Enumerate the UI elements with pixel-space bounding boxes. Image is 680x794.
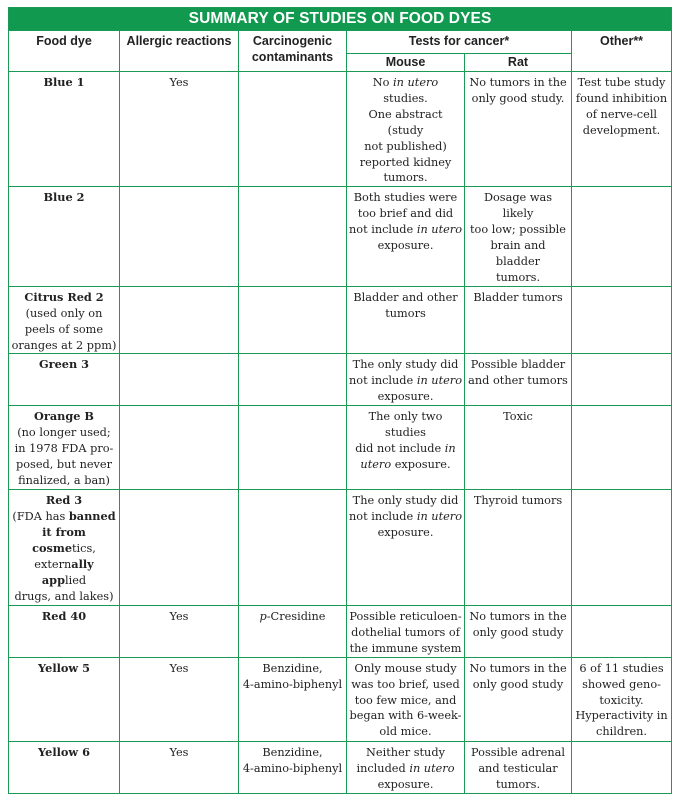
other-line: found inhibition [575,91,668,105]
dye-name: Orange B [34,409,94,424]
other-line: of nerve-cell [585,107,658,121]
cell-food-dye [9,490,120,605]
dye-note-line: (used only on [25,306,103,320]
table-row [9,187,672,286]
cell-other [572,605,672,657]
cell-food-dye [9,354,120,406]
other-line: 6 of 11 studies [579,661,664,675]
header-other: Other** [572,31,672,72]
cell-mouse [347,657,465,741]
cell-allergic-reactions [120,354,239,406]
dye-note-line: drugs, and lakes) [14,589,114,603]
mouse-line [349,724,462,740]
mouse-text: not include [349,510,417,524]
other-line: Test tube study [577,76,666,89]
mouse-line [349,661,462,677]
mouse-line [349,441,462,457]
dye-note-line: (no longer used; [17,426,111,440]
mouse-text: dothelial tumors of [351,625,460,639]
cell-allergic-reactions [120,605,239,657]
cell-carcinogenic-contaminants [239,406,347,490]
cell-rat [465,406,572,490]
other-line: toxicity. [599,693,644,707]
food-dye-summary-table-container [8,7,671,794]
cell-rat [465,741,572,793]
cell-rat [465,72,572,187]
rat-line: Thyroid tumors [473,494,563,508]
dye-name: Red 40 [41,608,87,623]
rat-line: No tumors in the [469,609,567,623]
cell-carcinogenic-contaminants [239,741,347,793]
rat-line: Bladder tumors [473,290,563,304]
mouse-line [349,290,462,306]
rat-line: only good study. [471,91,565,105]
contaminant-line: p-Cresidine [259,609,326,623]
header-rat: Rat [465,54,572,72]
header-tests-for-cancer: Tests for cancer* [347,31,572,54]
mouse-italic-text: in utero [393,76,439,89]
cell-mouse [347,490,465,605]
mouse-line [349,107,462,139]
dye-note-line: in 1978 FDA pro- [14,442,114,456]
cell-allergic-reactions [120,406,239,490]
dye-name: Blue 1 [43,75,85,89]
rat-line: brain and bladder [490,239,546,268]
mouse-line [349,373,462,389]
rat-line: and other tumors [468,374,568,388]
mouse-italic-text: in utero [416,223,463,237]
mouse-line [349,761,462,777]
table-row [9,286,672,354]
cell-food-dye [9,657,120,741]
dye-note-line: posed, but never [16,458,112,472]
mouse-text: began with 6-week- [349,709,462,723]
table-title: SUMMARY OF STUDIES ON FOOD DYES [9,8,672,31]
cell-allergic-reactions [120,187,239,286]
other-line: children. [596,725,648,739]
table-row [9,72,672,187]
cell-rat [465,657,572,741]
dye-name: Green 3 [39,357,89,372]
food-dye-summary-table [8,7,672,794]
mouse-text: The only study did [352,358,459,372]
mouse-text: Both studies were [353,191,458,205]
rat-line: only good study [472,677,564,691]
cell-other [572,187,672,286]
dye-name: Yellow 6 [38,744,90,759]
mouse-text: exposure. [377,239,434,253]
mouse-text: The only two studies [368,410,443,440]
mouse-text: Bladder and other [353,290,458,304]
cell-allergic-reactions [120,490,239,605]
header-carcinogenic-contaminants: Carcinogenic contaminants [239,31,347,72]
dye-name: Citrus Red 2 [24,289,104,304]
mouse-text: exposure. [377,390,434,404]
dye-name: Red 3 [45,493,83,508]
cell-other [572,741,672,793]
dye-note-line: externally applied [34,557,94,587]
mouse-line [349,170,462,186]
mouse-line [349,509,462,525]
contaminant-line: Benzidine, [262,661,323,675]
cell-mouse [347,605,465,657]
rat-line: only good study [472,625,564,639]
cell-other [572,72,672,187]
dye-note-line: peels of some [24,322,104,336]
rat-line: and testicular [478,761,558,775]
cell-carcinogenic-contaminants [239,490,347,605]
cell-rat [465,490,572,605]
cell-food-dye [9,605,120,657]
mouse-text: did not include [355,442,445,456]
mouse-line [349,493,462,509]
dye-name: Yellow 5 [38,660,90,675]
mouse-line [349,677,462,693]
mouse-line [349,525,462,541]
cell-allergic-reactions [120,286,239,354]
cell-mouse [347,406,465,490]
header-allergic-reactions: Allergic reactions [120,31,239,72]
mouse-text: The only study did [352,494,459,508]
mouse-text: No [372,76,394,89]
mouse-line [349,389,462,405]
rat-line: Dosage was likely [483,191,553,221]
dye-note-line: finalized, a ban) [18,474,110,488]
cell-rat [465,187,572,286]
cell-carcinogenic-contaminants [239,72,347,187]
header-food-dye: Food dye [9,31,120,72]
cell-allergic-reactions [120,657,239,741]
cell-other [572,657,672,741]
mouse-text: exposure. [377,777,434,791]
cell-food-dye [9,72,120,187]
mouse-text: included [356,761,410,775]
cell-food-dye [9,286,120,354]
rat-line: too low; possible [470,223,566,237]
cell-carcinogenic-contaminants [239,605,347,657]
mouse-line [349,357,462,373]
cell-carcinogenic-contaminants [239,354,347,406]
table-row [9,354,672,406]
cell-other [572,490,672,605]
mouse-line [349,745,462,761]
allergic-value: Yes [169,661,189,675]
other-line: Hyperactivity in [575,709,668,723]
mouse-text: studies. [383,91,428,105]
cell-other [572,406,672,490]
mouse-text: One abstract (study [368,107,443,137]
mouse-line [349,457,462,473]
cell-food-dye [9,741,120,793]
rat-line: Possible bladder [470,358,566,372]
mouse-text: tumors [385,306,426,320]
cell-allergic-reactions [120,741,239,793]
mouse-italic-text: in utero [416,374,463,388]
cell-food-dye [9,187,120,286]
mouse-italic-text: in utero [409,761,455,775]
contaminant-line: 4-amino-biphenyl [242,761,343,775]
dye-note-line: (FDA has banned [12,509,116,524]
allergic-value: Yes [169,745,189,759]
cell-mouse [347,354,465,406]
mouse-line [349,409,462,441]
dye-note-line: oranges at 2 ppm) [11,338,117,352]
cell-allergic-reactions [120,72,239,187]
mouse-text: exposure. [377,526,434,540]
cell-rat [465,286,572,354]
mouse-line [349,625,462,641]
mouse-text: too brief and did [357,207,454,221]
mouse-text: reported kidney [359,155,452,169]
rat-line: Toxic [503,410,533,424]
cell-other [572,354,672,406]
cell-mouse [347,72,465,187]
mouse-italic-text: in [444,442,456,456]
other-line: development. [582,123,661,137]
allergic-value: Yes [169,609,189,623]
cell-other [572,286,672,354]
mouse-italic-text: utero [360,458,392,472]
mouse-text: was too brief, used [351,677,460,691]
other-line: showed geno- [582,677,661,691]
mouse-line [349,693,462,709]
header-mouse: Mouse [347,54,465,72]
mouse-text: Neither study [366,745,445,759]
table-row [9,741,672,793]
mouse-line [349,609,462,625]
rat-line: Possible adrenal [471,745,565,759]
rat-line: No tumors in the [469,76,567,89]
mouse-text: not published) [364,139,447,153]
mouse-line [349,222,462,238]
table-row [9,406,672,490]
mouse-text: exposure. [391,458,451,472]
dye-name: Blue 2 [43,190,85,205]
table-row [9,657,672,741]
mouse-text: tumors. [383,171,428,185]
mouse-line [349,641,462,657]
cell-carcinogenic-contaminants [239,657,347,741]
rat-line: No tumors in the [469,661,567,675]
mouse-line [349,708,462,724]
contaminant-line: Benzidine, [262,745,323,759]
mouse-text: the immune system [349,641,462,655]
mouse-italic-text: in utero [416,510,463,524]
allergic-value: Yes [169,76,189,89]
cell-carcinogenic-contaminants [239,187,347,286]
mouse-text: not include [349,223,417,237]
mouse-line [349,190,462,206]
table-body [9,72,672,794]
mouse-text: too few mice, and [354,693,457,707]
rat-line: tumors. [495,270,541,284]
cell-rat [465,605,572,657]
mouse-text: Possible reticuloen- [349,609,462,623]
cell-mouse [347,286,465,354]
mouse-text: Only mouse study [354,661,457,675]
mouse-line [349,306,462,322]
mouse-line [349,206,462,222]
cell-carcinogenic-contaminants [239,286,347,354]
contaminant-line: 4-amino-biphenyl [242,677,343,691]
dye-note-line: it from cosmetics, [32,525,96,556]
table-row [9,490,672,605]
table-row [9,605,672,657]
mouse-text: old mice. [379,725,432,739]
mouse-line [349,238,462,254]
cell-rat [465,354,572,406]
cell-mouse [347,187,465,286]
mouse-line [349,777,462,793]
cell-food-dye [9,406,120,490]
mouse-line [349,139,462,155]
mouse-text: not include [349,374,417,388]
rat-line: tumors. [495,777,541,791]
cell-mouse [347,741,465,793]
mouse-line [349,75,462,107]
mouse-line [349,155,462,171]
